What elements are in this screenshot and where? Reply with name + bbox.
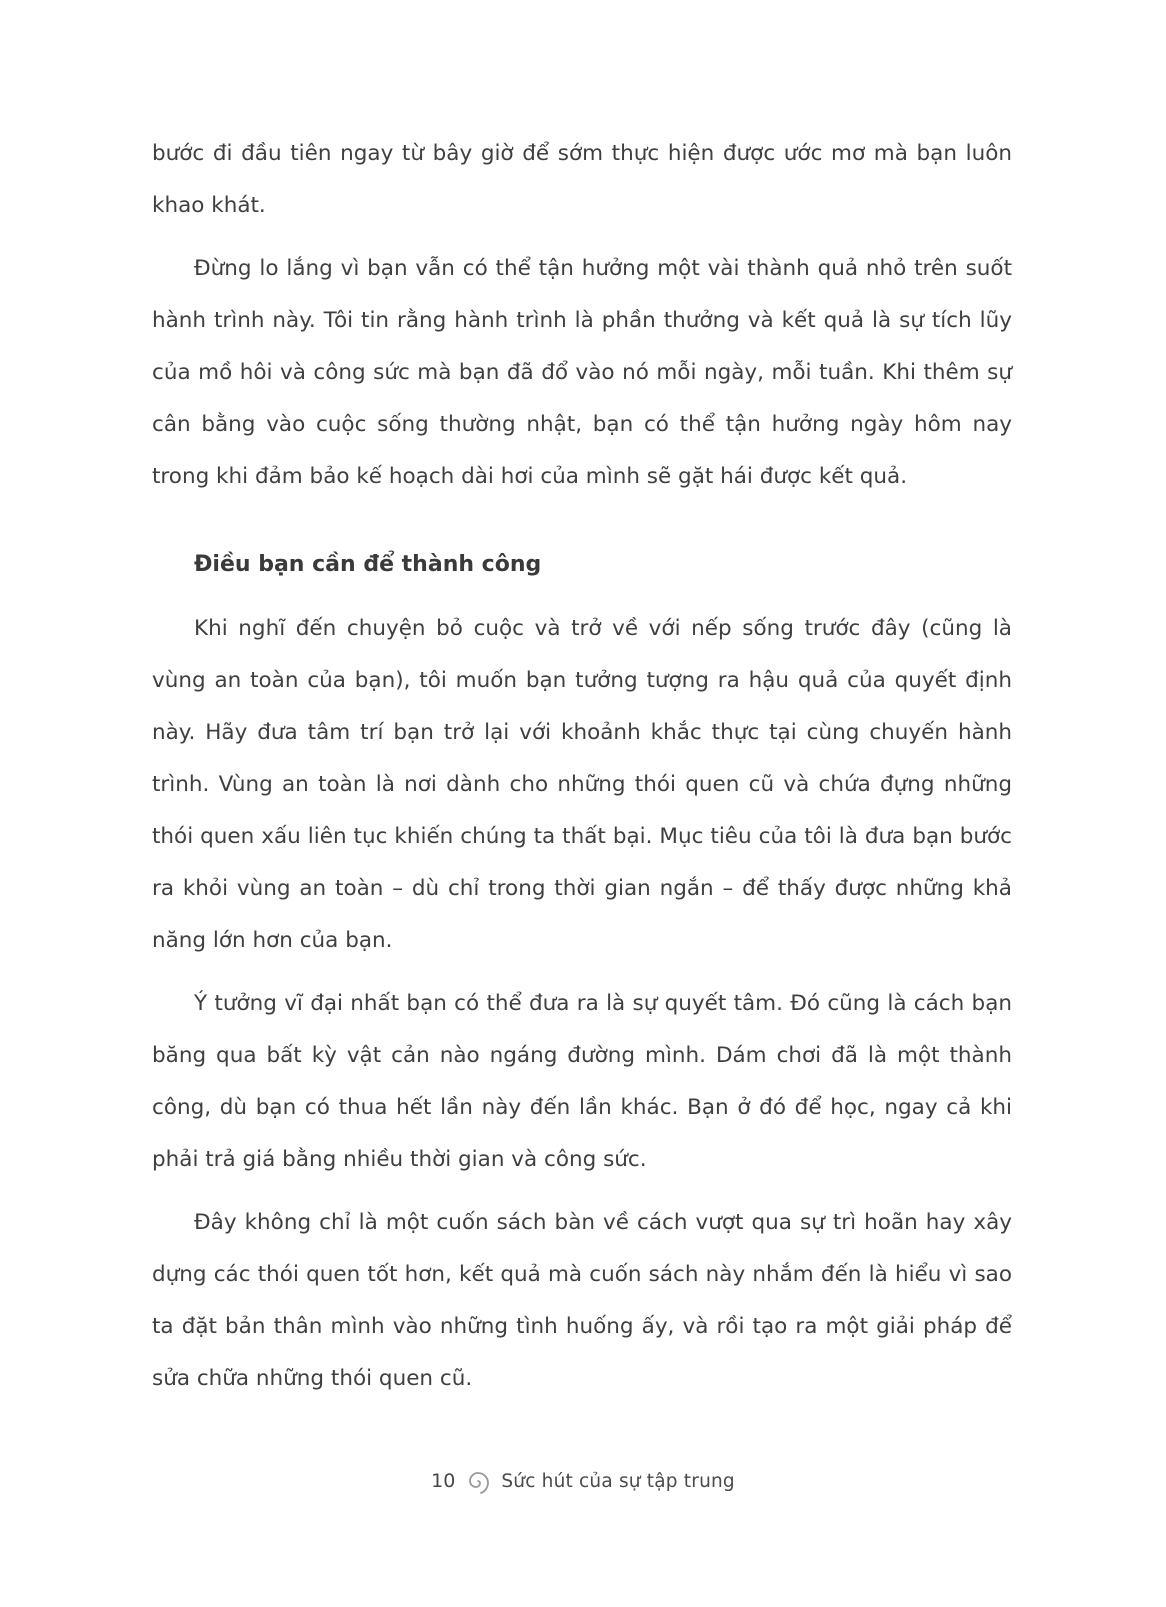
- page-number: 10: [431, 1470, 456, 1492]
- spiral-icon: [464, 1467, 492, 1495]
- page-body: [152, 128, 1012, 1405]
- body-paragraph: bước đi đầu tiên ngay từ bây giờ để sớm thực hiện được ước mơ mà bạn luôn khao khát.: [152, 141, 1012, 218]
- body-paragraph: Khi nghĩ đến chuyện bỏ cuộc và trở về với nếp sống trước đây (cũng là vùng an toàn của bạn), tôi muốn bạn tưởng tượng ra hậu quả của quyết định này. Hãy đưa tâm trí bạn trở lại với khoảnh khắc thực tại cùng chuyến hành trình. Vùng an toàn là nơi dành cho những thói quen cũ và chứa đựng những thói quen xấu liên tục khiến chúng ta thất bại. Mục tiêu của tôi là đưa bạn bước ra khỏi vùng an toàn – dù chỉ trong thời gian ngắn – để thấy được những khả năng lớn hơn của bạn.: [152, 616, 1012, 953]
- footer-book-title: Sức hút của sự tập trung: [501, 1470, 735, 1492]
- page-footer: [0, 1467, 1166, 1495]
- body-paragraph: Đây không chỉ là một cuốn sách bàn về cách vượt qua sự trì hoãn hay xây dựng các thói quen tốt hơn, kết quả mà cuốn sách này nhắm đến là hiểu vì sao ta đặt bản thân mình vào những tình huống ấy, và rồi tạo ra một giải pháp để sửa chữa những thói quen cũ.: [152, 1210, 1012, 1391]
- body-paragraph: Đừng lo lắng vì bạn vẫn có thể tận hưởng một vài thành quả nhỏ trên suốt hành trình này. Tôi tin rằng hành trình là phần thưởng và kết quả là sự tích lũy của mồ hôi và công sức mà bạn đã đổ vào nó mỗi ngày, mỗi tuần. Khi thêm sự cân bằng vào cuộc sống thường nhật, bạn có thể tận hưởng ngày hôm nay trong khi đảm bảo kế hoạch dài hơi của mình sẽ gặt hái được kết quả.: [152, 256, 1012, 489]
- body-paragraph: Ý tưởng vĩ đại nhất bạn có thể đưa ra là sự quyết tâm. Đó cũng là cách bạn băng qua bất kỳ vật cản nào ngáng đường mình. Dám chơi đã là một thành công, dù bạn có thua hết lần này đến lần khác. Bạn ở đó để học, ngay cả khi phải trả giá bằng nhiều thời gian và công sức.: [152, 991, 1012, 1172]
- section-heading: Điều bạn cần để thành công: [194, 552, 542, 577]
